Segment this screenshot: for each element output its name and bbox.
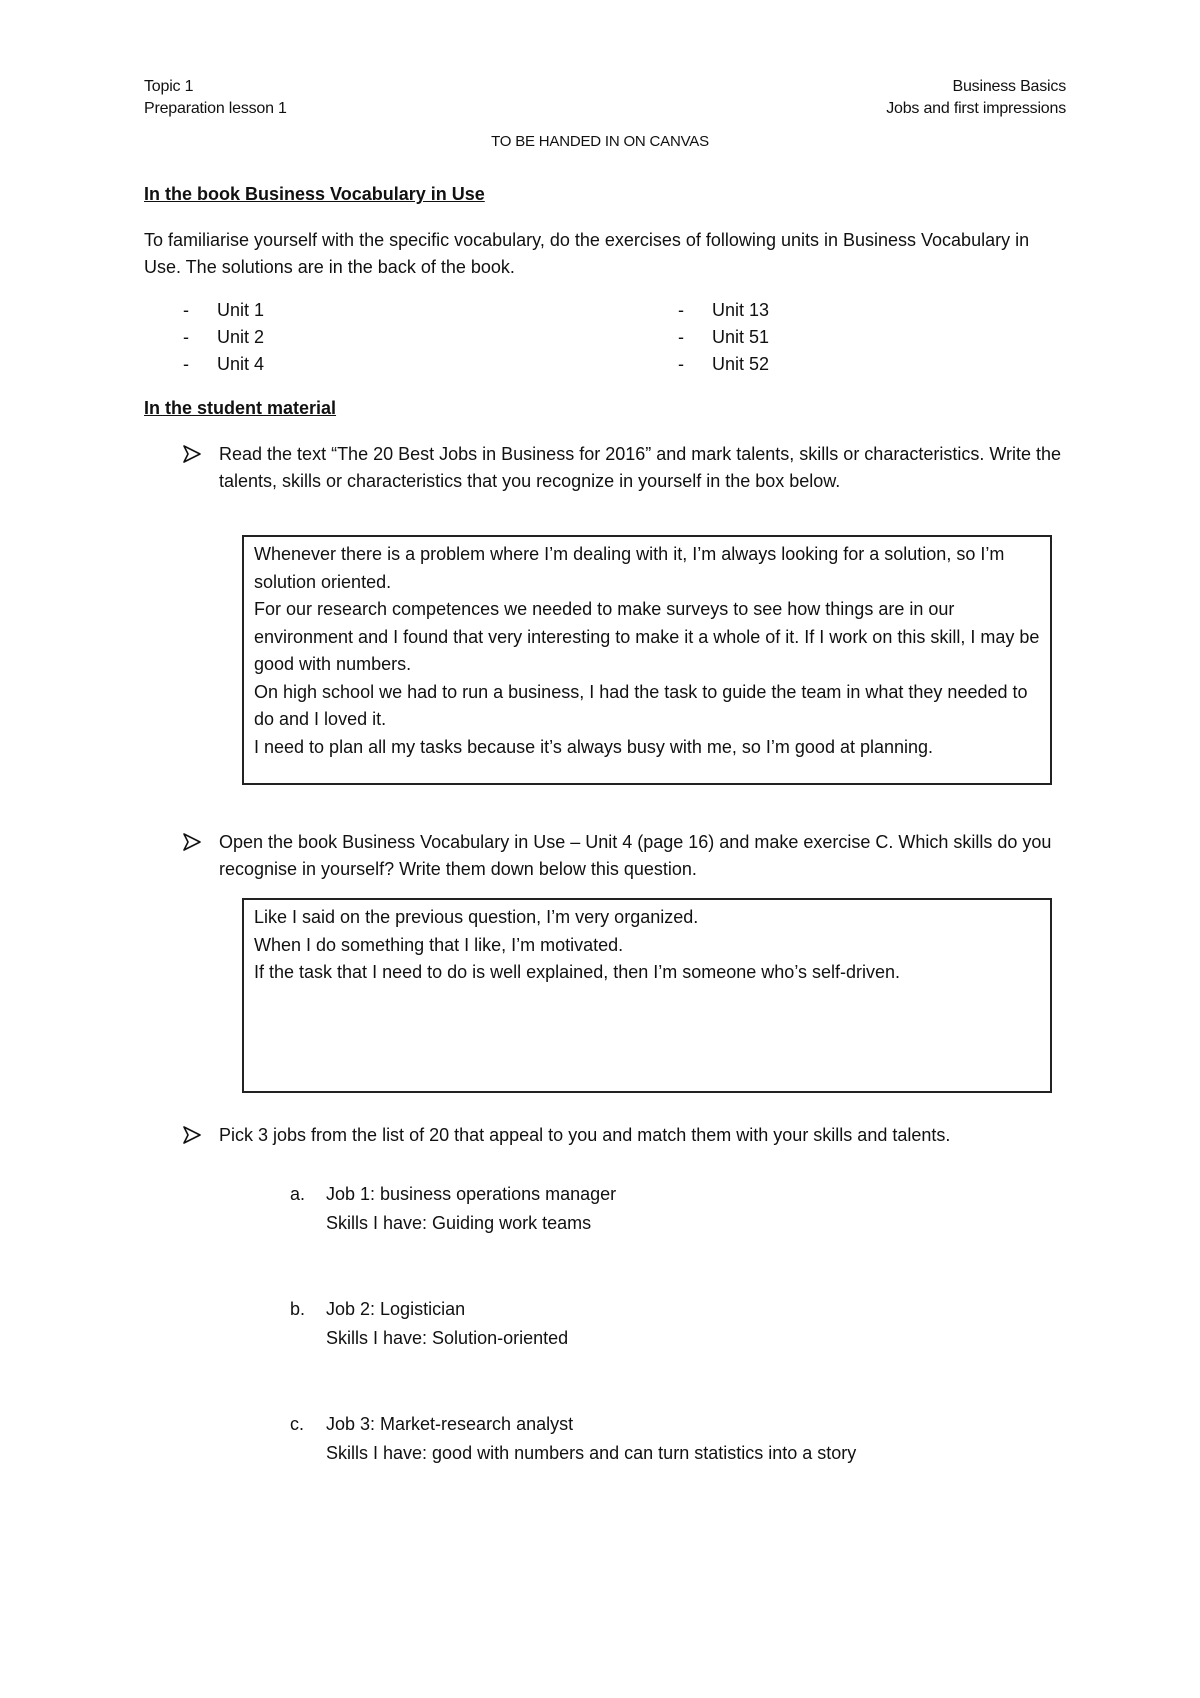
header-left <box>144 76 287 120</box>
job-title: Job 1: business operations manager <box>326 1184 617 1204</box>
unit-label: Unit 4 <box>217 354 265 374</box>
arrowhead-bullet-icon <box>181 443 203 465</box>
answer-box-1 <box>242 535 1052 785</box>
unit-label: Unit 2 <box>217 327 265 347</box>
dash-bullet: - <box>183 327 189 347</box>
arrowhead-bullet-icon <box>181 1124 203 1146</box>
unit-label: Unit 52 <box>712 354 770 374</box>
unit-list-item <box>678 324 769 351</box>
job-letter: a. <box>290 1184 306 1204</box>
question-3 <box>219 1122 1069 1149</box>
job-skills: Skills I have: good with numbers and can turn statistics into a story <box>326 1443 857 1463</box>
answer-line: On high school we had to run a business, I had the task to guide the team in what they needed to do and I loved it. <box>254 681 1028 729</box>
job-letter: c. <box>290 1414 305 1434</box>
header-right <box>886 76 1066 120</box>
hand-in-notice: TO BE HANDED IN ON CANVAS <box>491 133 709 150</box>
job-body <box>326 1180 1026 1238</box>
job-skills: Skills I have: Guiding work teams <box>326 1213 592 1233</box>
question-2 <box>219 829 1069 883</box>
answer-box-2 <box>242 898 1052 1093</box>
answer-line: When I do something that I like, I’m motivated. <box>254 934 624 955</box>
unit-list-item <box>678 351 769 378</box>
job-title: Job 3: Market-research analyst <box>326 1414 574 1434</box>
unit-label: Unit 51 <box>712 327 770 347</box>
arrowhead-bullet-icon <box>181 831 203 853</box>
question-1 <box>219 441 1069 495</box>
answer-line: Like I said on the previous question, I’m very organized. <box>254 907 699 927</box>
job-body <box>326 1295 1026 1353</box>
unit-list-item <box>183 324 264 351</box>
answer-line: For our research competences we needed to make surveys to see how things are in our environment and I found that very interesting to make it a whole of it. If I work on this skill, I may be good with numbers. <box>254 599 1040 674</box>
question-3-text: Pick 3 jobs from the list of 20 that appeal to you and match them with your skills and talents. <box>219 1125 951 1145</box>
unit-list-item <box>678 297 769 324</box>
lesson-label: Preparation lesson 1 <box>144 100 287 117</box>
dash-bullet: - <box>183 354 189 374</box>
answer-line: I need to plan all my tasks because it’s always busy with me, so I’m good at planning. <box>254 736 934 757</box>
theme-label: Jobs and first impressions <box>886 100 1066 117</box>
answer-line: Whenever there is a problem where I’m dealing with it, I’m always looking for a solution, so I’m solution oriented. <box>254 544 1005 592</box>
student-section-title: In the student material <box>144 398 337 418</box>
book-section-intro: To familiarise yourself with the specific vocabulary, do the exercises of following units in Business Vocabulary in Use. The solutions are in the back of the book. <box>144 230 1030 277</box>
answer-line: If the task that I need to do is well explained, then I’m someone who’s self-driven. <box>254 962 901 982</box>
unit-label: Unit 13 <box>712 300 770 320</box>
unit-list-item <box>183 297 264 324</box>
course-label: Business Basics <box>952 78 1066 95</box>
dash-bullet: - <box>183 300 189 320</box>
job-skills: Skills I have: Solution-oriented <box>326 1328 569 1348</box>
dash-bullet: - <box>678 354 684 374</box>
book-section-title: In the book Business Vocabulary in Use <box>144 184 485 204</box>
unit-label: Unit 1 <box>217 300 265 320</box>
topic-label: Topic 1 <box>144 78 194 95</box>
question-2-text: Open the book Business Vocabulary in Use – Unit 4 (page 16) and make exercise C. Which skills do you recognise in yourself? Write them down below this question. <box>219 832 1052 879</box>
dash-bullet: - <box>678 327 684 347</box>
job-title: Job 2: Logistician <box>326 1299 466 1319</box>
question-1-text: Read the text “The 20 Best Jobs in Business for 2016” and mark talents, skills or characteristics. Write the talents, skills or characteristics that you recognize in yourself in the box below. <box>219 444 1062 491</box>
unit-list-item <box>183 351 264 378</box>
dash-bullet: - <box>678 300 684 320</box>
job-letter: b. <box>290 1299 306 1319</box>
job-body <box>326 1410 1026 1468</box>
